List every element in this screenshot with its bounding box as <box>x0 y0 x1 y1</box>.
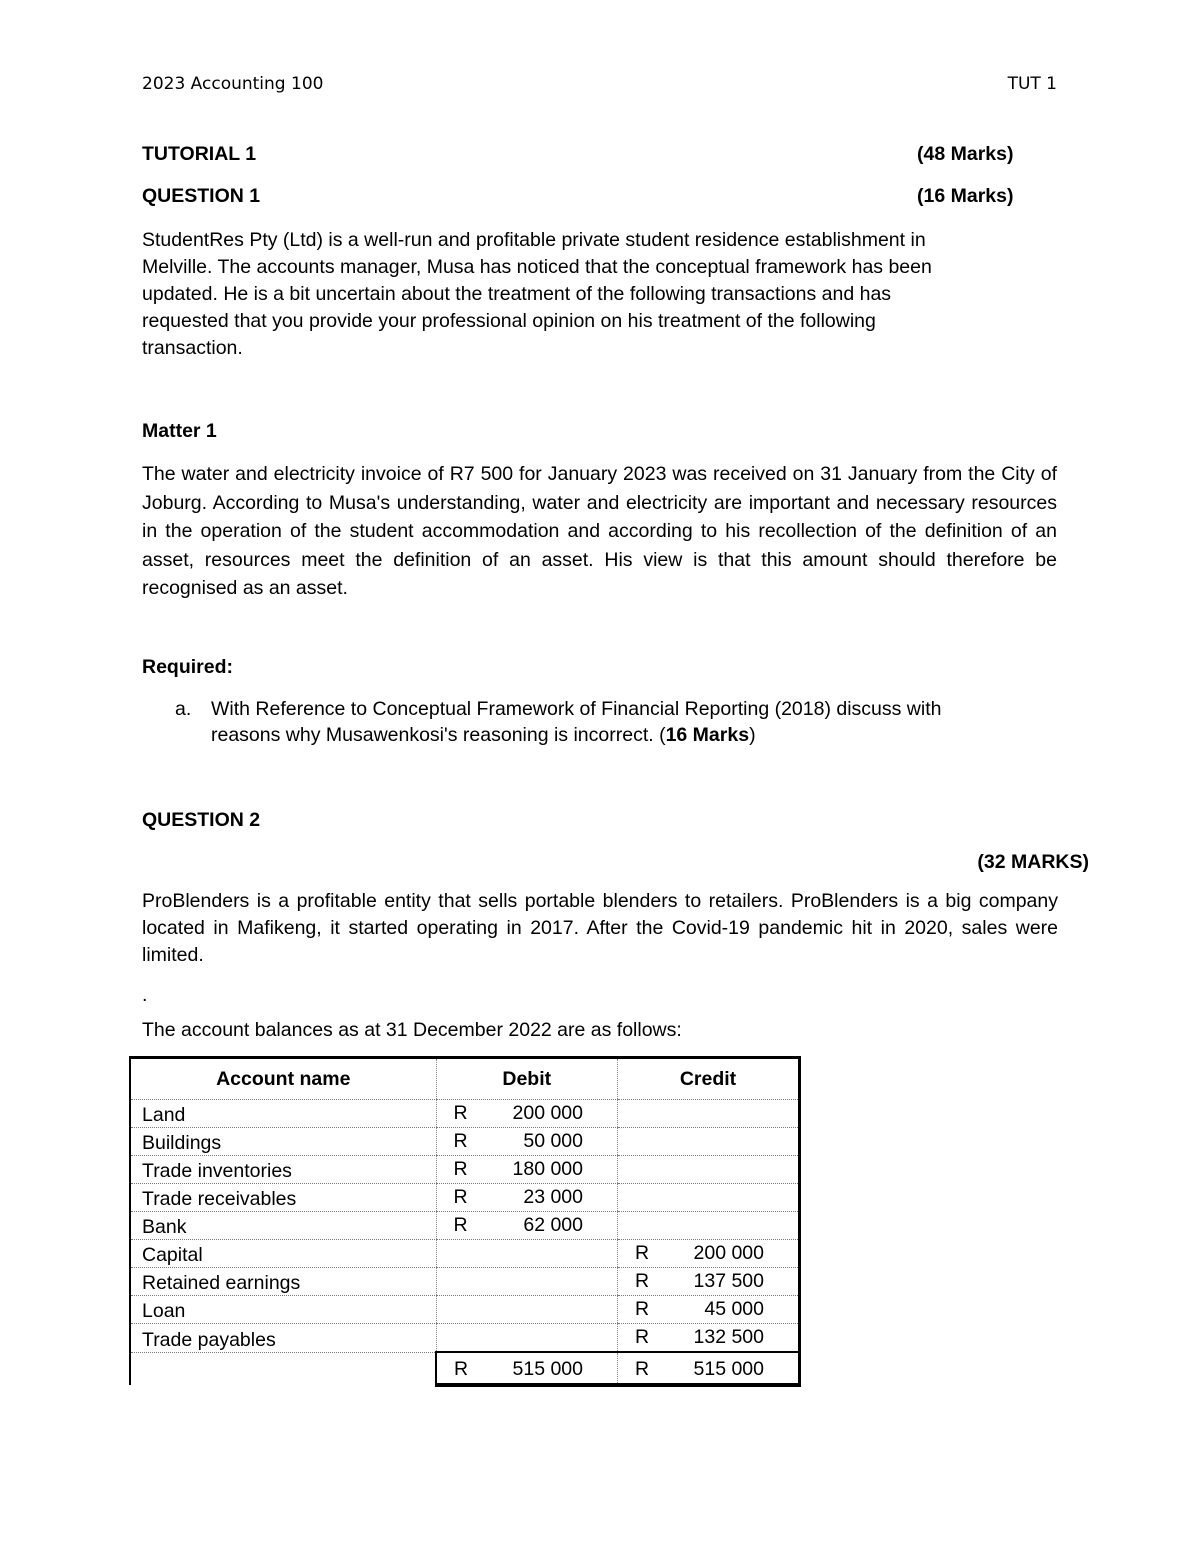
debit-cell <box>436 1324 618 1353</box>
credit-amount: 137 500 <box>693 1270 764 1292</box>
account-name: Buildings <box>130 1128 436 1156</box>
account-balances-table <box>129 1056 801 1387</box>
table-total-row <box>130 1352 800 1385</box>
debit-cell <box>436 1296 618 1324</box>
matter-text: The water and electricity invoice of R7 500 for January 2023 was received on 31 January from the City of Joburg. According to Musa's understanding, water and electricity are important and necessary resources in the operation of the student accommodation and according to his recollection of the definition of an asset, resources meet the definition of an asset. His view is that this amount should therefore be recognised as an asset. <box>142 463 1057 599</box>
currency-symbol: R <box>635 1270 650 1292</box>
debit-amount: 200 000 <box>512 1102 583 1124</box>
table-row <box>130 1184 800 1212</box>
question2-intro: ProBlenders is a profitable entity that sells portable blenders to retailers. ProBlenders is a big company located in Mafikeng, it started operating in 2017. After the Covid-19 pandemic hit in 2020, sales were limited. <box>142 890 1058 966</box>
header-debit: Debit <box>436 1058 618 1100</box>
table-row <box>130 1128 800 1156</box>
required-item <box>175 696 1055 748</box>
required-close: ) <box>749 724 756 746</box>
debit-cell <box>436 1212 618 1240</box>
credit-cell <box>618 1128 800 1156</box>
credit-amount: 200 000 <box>693 1242 764 1264</box>
table-row <box>130 1212 800 1240</box>
account-name: Capital <box>130 1240 436 1268</box>
account-name: Loan <box>130 1296 436 1324</box>
currency-symbol: R <box>454 1358 469 1380</box>
currency-symbol: R <box>635 1326 650 1348</box>
currency-symbol: R <box>635 1358 650 1380</box>
table-row <box>130 1100 800 1128</box>
total-label-cell <box>130 1352 436 1385</box>
currency-symbol: R <box>453 1186 468 1208</box>
debit-amount: 50 000 <box>523 1130 583 1152</box>
credit-cell <box>618 1156 800 1184</box>
table-row <box>130 1240 800 1268</box>
total-debit-cell <box>436 1352 618 1385</box>
header-tutorial-code: TUT 1 <box>1007 74 1057 94</box>
currency-symbol: R <box>635 1298 650 1320</box>
credit-cell <box>618 1240 800 1268</box>
required-text-line: reasons why Musawenkosi's reasoning is incorrect. ( <box>211 724 666 746</box>
question1-intro <box>142 227 1058 362</box>
question2-dot: . <box>142 984 148 1006</box>
header-course: 2023 Accounting 100 <box>142 74 324 94</box>
question1-title: QUESTION 1 <box>142 185 261 207</box>
total-debit-amount: 515 000 <box>512 1358 583 1380</box>
required-text-line: With Reference to Conceptual Framework of Financial Reporting (2018) discuss with <box>211 698 942 720</box>
question2-title: QUESTION 2 <box>142 809 261 831</box>
tutorial-marks: (48 Marks) <box>917 143 1014 165</box>
tutorial-title: TUTORIAL 1 <box>142 143 257 165</box>
credit-cell <box>618 1184 800 1212</box>
credit-cell <box>618 1212 800 1240</box>
header-credit: Credit <box>618 1058 800 1100</box>
question2-marks: (32 MARKS) <box>977 851 1089 873</box>
debit-amount: 23 000 <box>523 1186 583 1208</box>
table-header-row <box>130 1058 800 1100</box>
account-name: Bank <box>130 1212 436 1240</box>
debit-amount: 62 000 <box>523 1214 583 1236</box>
account-name: Trade payables <box>130 1324 436 1353</box>
credit-cell <box>618 1268 800 1296</box>
currency-symbol: R <box>453 1214 468 1236</box>
table-row <box>130 1156 800 1184</box>
debit-cell <box>436 1268 618 1296</box>
account-name: Trade inventories <box>130 1156 436 1184</box>
debit-cell <box>436 1100 618 1128</box>
total-credit-amount: 515 000 <box>693 1358 764 1380</box>
credit-cell <box>618 1324 800 1353</box>
credit-cell <box>618 1296 800 1324</box>
currency-symbol: R <box>635 1242 650 1264</box>
required-letter: a. <box>175 698 192 720</box>
currency-symbol: R <box>453 1130 468 1152</box>
currency-symbol: R <box>453 1102 468 1124</box>
table-row <box>130 1296 800 1324</box>
currency-symbol: R <box>453 1158 468 1180</box>
required-title: Required: <box>142 656 234 678</box>
debit-cell <box>436 1128 618 1156</box>
credit-amount: 132 500 <box>693 1326 764 1348</box>
credit-amount: 45 000 <box>704 1298 764 1320</box>
intro-line: StudentRes Pty (Ltd) is a well-run and profitable private student residence establishment in <box>142 229 926 251</box>
account-name: Retained earnings <box>130 1268 436 1296</box>
debit-amount: 180 000 <box>512 1158 583 1180</box>
intro-line: Melville. The accounts manager, Musa has noticed that the conceptual framework has been <box>142 256 932 278</box>
debit-cell <box>436 1240 618 1268</box>
credit-cell <box>618 1100 800 1128</box>
header-account-name: Account name <box>130 1058 436 1100</box>
table-row <box>130 1268 800 1296</box>
question1-marks: (16 Marks) <box>917 185 1014 207</box>
total-credit-cell <box>618 1352 800 1385</box>
account-name: Trade receivables <box>130 1184 436 1212</box>
intro-line: updated. He is a bit uncertain about the treatment of the following transactions and has <box>142 283 892 305</box>
balances-intro: The account balances as at 31 December 2022 are as follows: <box>142 1019 682 1041</box>
matter-title: Matter 1 <box>142 420 217 442</box>
debit-cell <box>436 1156 618 1184</box>
account-name: Land <box>130 1100 436 1128</box>
table-row <box>130 1324 800 1353</box>
required-marks: 16 Marks <box>665 724 750 746</box>
intro-line: requested that you provide your professional opinion on his treatment of the following <box>142 310 876 332</box>
intro-line: transaction. <box>142 337 243 359</box>
debit-cell <box>436 1184 618 1212</box>
